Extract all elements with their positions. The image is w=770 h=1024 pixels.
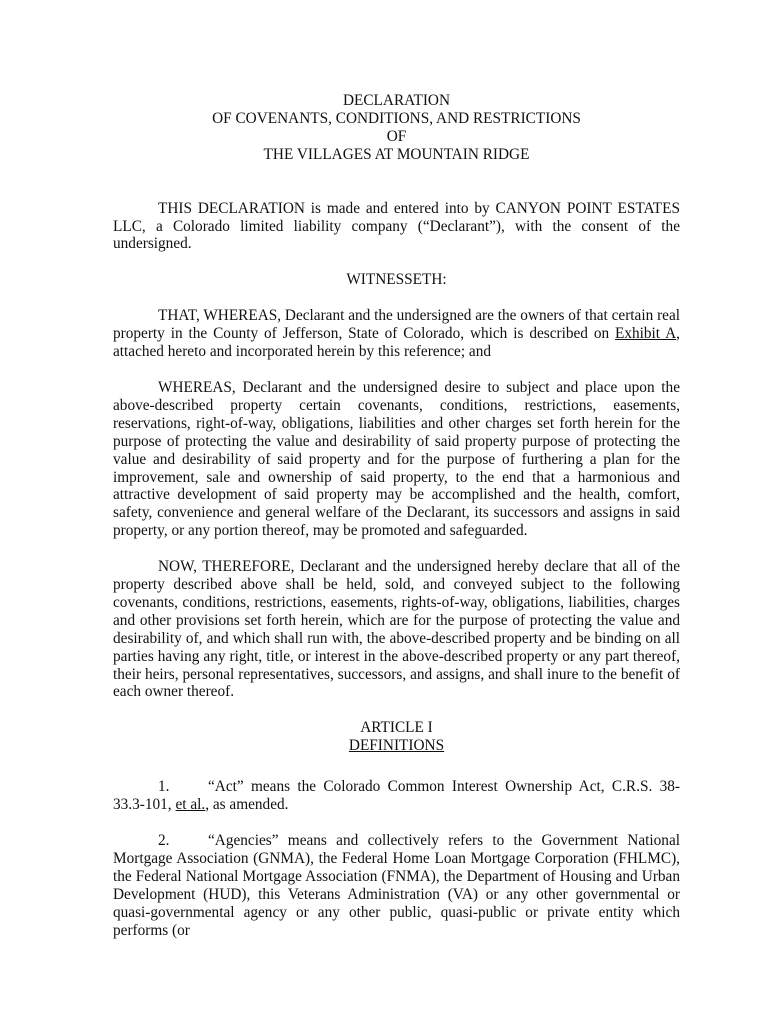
definition-number: 1. bbox=[158, 778, 170, 796]
definition-2 bbox=[113, 832, 680, 939]
title-line-4: THE VILLAGES AT MOUNTAIN RIDGE bbox=[263, 145, 530, 163]
document-title bbox=[113, 92, 680, 164]
whereas-paragraph-1 bbox=[113, 307, 680, 361]
therefore-paragraph: NOW, THEREFORE, Declarant and the undersigned hereby declare that all of the property described above shall be held, sold, and conveyed subject to the following covenants, conditions, restrictions, easements, rights-of-way, obligations, liabilities, charges and other provisions set forth herein, which are for the purpose of protecting the value and desirability of, and which shall run with, the above-described property and be binding on all parties having any right, title, or interest in the above-described property or any part thereof, their heirs, personal representatives, successors, and assigns, and shall inure to the benefit of each owner thereof. bbox=[113, 558, 680, 701]
definition-number: 2. bbox=[158, 832, 170, 849]
whereas1-text-before: THAT, WHEREAS, Declarant and the undersigned are the owners of that certain real property in the County of Jefferson, State of Colorado, which is described on bbox=[113, 307, 680, 343]
definition-1-text-before: “Act” means the Colorado Common Interest Ownership Act, C.R.S. 38-33.3-101, bbox=[113, 778, 680, 814]
article-heading bbox=[113, 719, 680, 755]
definition-1 bbox=[113, 778, 680, 814]
witnesseth-heading: WITNESSETH: bbox=[346, 271, 447, 289]
intro-paragraph: THIS DECLARATION is made and entered into by CANYON POINT ESTATES LLC, a Colorado limited liability company (“Declarant”), with the consent of the undersigned. bbox=[113, 199, 680, 253]
definition-2-text: “Agencies” means and collectively refers to the Government National Mortgage Association (GNMA), the Federal Home Loan Mortgage Corporation (FHLMC), the Federal National Mortgage Association (FNMA), the Department of Housing and Urban Development (HUD), this Veterans Administration (VA) or any other governmental or quasi-governmental agency or any other public, quasi-public or private entity which performs (or bbox=[113, 832, 680, 939]
whereas-paragraph-2: WHEREAS, Declarant and the undersigned desire to subject and place upon the above-described property certain covenants, conditions, restrictions, easements, reservations, right-of-way, obligations, liabilities and other charges set forth herein for the purpose of protecting the value and desirability of said property purpose of protecting the value and desirability of said property and for the purpose of furthering a plan for the improvement, sale and ownership of said property, to the end that a harmonious and attractive development of said property may be accomplished and the health, comfort, safety, convenience and general welfare of the Declarant, its successors and assigns in said property, or any portion thereof, may be promoted and safeguarded. bbox=[113, 378, 680, 540]
article-number: ARTICLE I bbox=[360, 719, 433, 737]
title-line-3: OF bbox=[386, 127, 407, 145]
title-line-2: OF COVENANTS, CONDITIONS, AND RESTRICTIONS bbox=[212, 109, 581, 127]
article-title: DEFINITIONS bbox=[348, 737, 445, 755]
definition-1-text-after: , as amended. bbox=[205, 796, 289, 814]
title-line-1: DECLARATION bbox=[342, 92, 451, 109]
et-al-text: et al. bbox=[175, 796, 206, 814]
exhibit-a-reference: Exhibit A bbox=[615, 325, 677, 343]
whereas1-text-after: , attached hereto and incorporated herein by this reference; and bbox=[113, 325, 680, 361]
